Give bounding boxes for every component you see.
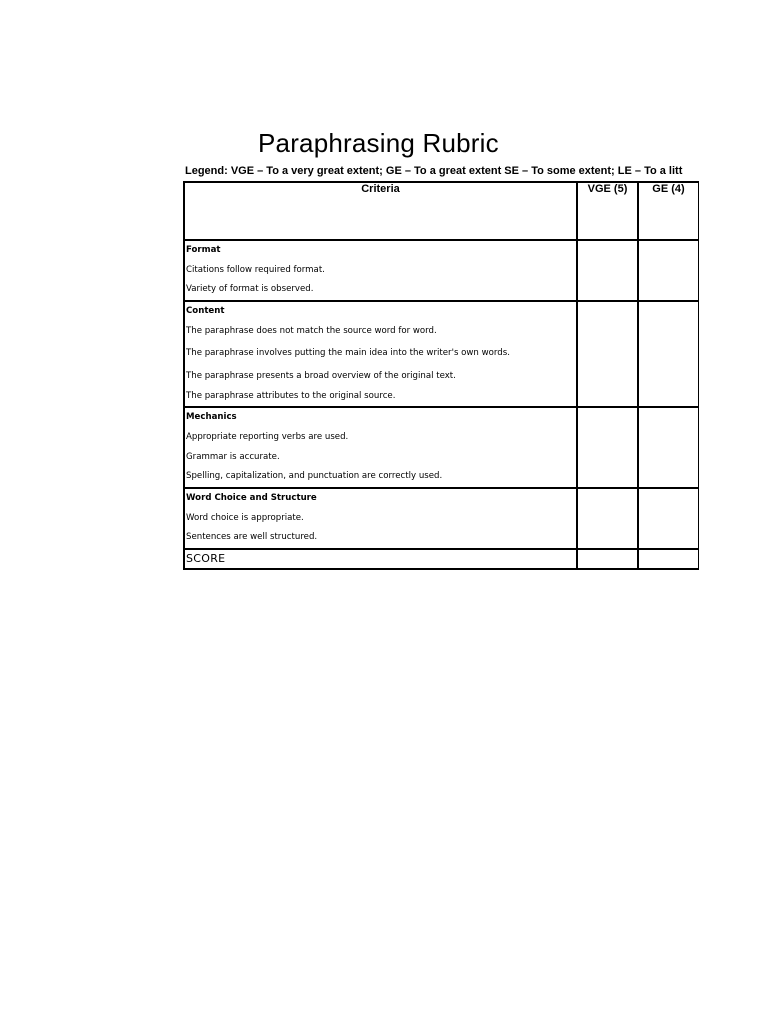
ge-score-cell[interactable] — [638, 407, 699, 488]
section-heading: Content — [186, 306, 225, 317]
section-heading: Word Choice and Structure — [186, 493, 317, 504]
section-heading: Format — [186, 245, 221, 255]
vge-score-cell[interactable] — [577, 407, 638, 488]
header-vge: VGE (5) — [577, 182, 638, 240]
legend-text: Legend: VGE – To a very great extent; GE – To a great extent SE – To some extent; LE – To a litt — [185, 165, 683, 177]
criterion-item: Sentences are well structured. — [186, 532, 318, 543]
criterion-item: Grammar is accurate. — [186, 451, 280, 462]
rubric-table — [183, 181, 699, 570]
vge-score-cell[interactable] — [577, 488, 638, 549]
ge-score-cell[interactable] — [638, 240, 699, 301]
header-ge: GE (4) — [638, 182, 699, 240]
score-label-cell — [184, 549, 577, 569]
criterion-item: The paraphrase attributes to the original source. — [186, 390, 396, 401]
section-heading: Mechanics — [186, 412, 237, 423]
vge-score-cell[interactable] — [577, 301, 638, 407]
criterion-item: Citations follow required format. — [186, 264, 325, 275]
header-criteria: Criteria — [184, 182, 577, 240]
ge-score-cell[interactable] — [638, 488, 699, 549]
criterion-item: Spelling, capitalization, and punctuation are correctly used. — [186, 471, 443, 482]
page-title: Paraphrasing Rubric — [258, 128, 499, 158]
criteria-cell — [184, 240, 577, 301]
vge-score-cell[interactable] — [577, 240, 638, 301]
criterion-item: Word choice is appropriate. — [186, 512, 304, 523]
criteria-cell — [184, 407, 577, 488]
criterion-item: Variety of format is observed. — [186, 284, 314, 295]
score-label: SCORE — [186, 552, 226, 566]
criterion-item: The paraphrase presents a broad overview of the original text. — [186, 370, 456, 381]
ge-score-cell[interactable] — [638, 301, 699, 407]
section-mechanics — [184, 407, 699, 488]
criteria-cell — [184, 488, 577, 549]
criteria-cell — [184, 301, 577, 407]
criterion-item: The paraphrase involves putting the main idea into the writer's own words. — [186, 348, 510, 359]
section-content — [184, 301, 699, 407]
section-word-choice — [184, 488, 699, 549]
rubric-table-container — [183, 181, 699, 581]
ge-total-cell[interactable] — [638, 549, 699, 569]
score-row — [184, 549, 699, 569]
header-row — [184, 182, 699, 240]
section-format — [184, 240, 699, 301]
criterion-item: Appropriate reporting verbs are used. — [186, 432, 349, 442]
vge-total-cell[interactable] — [577, 549, 638, 569]
criterion-item: The paraphrase does not match the source word for word. — [186, 325, 437, 336]
